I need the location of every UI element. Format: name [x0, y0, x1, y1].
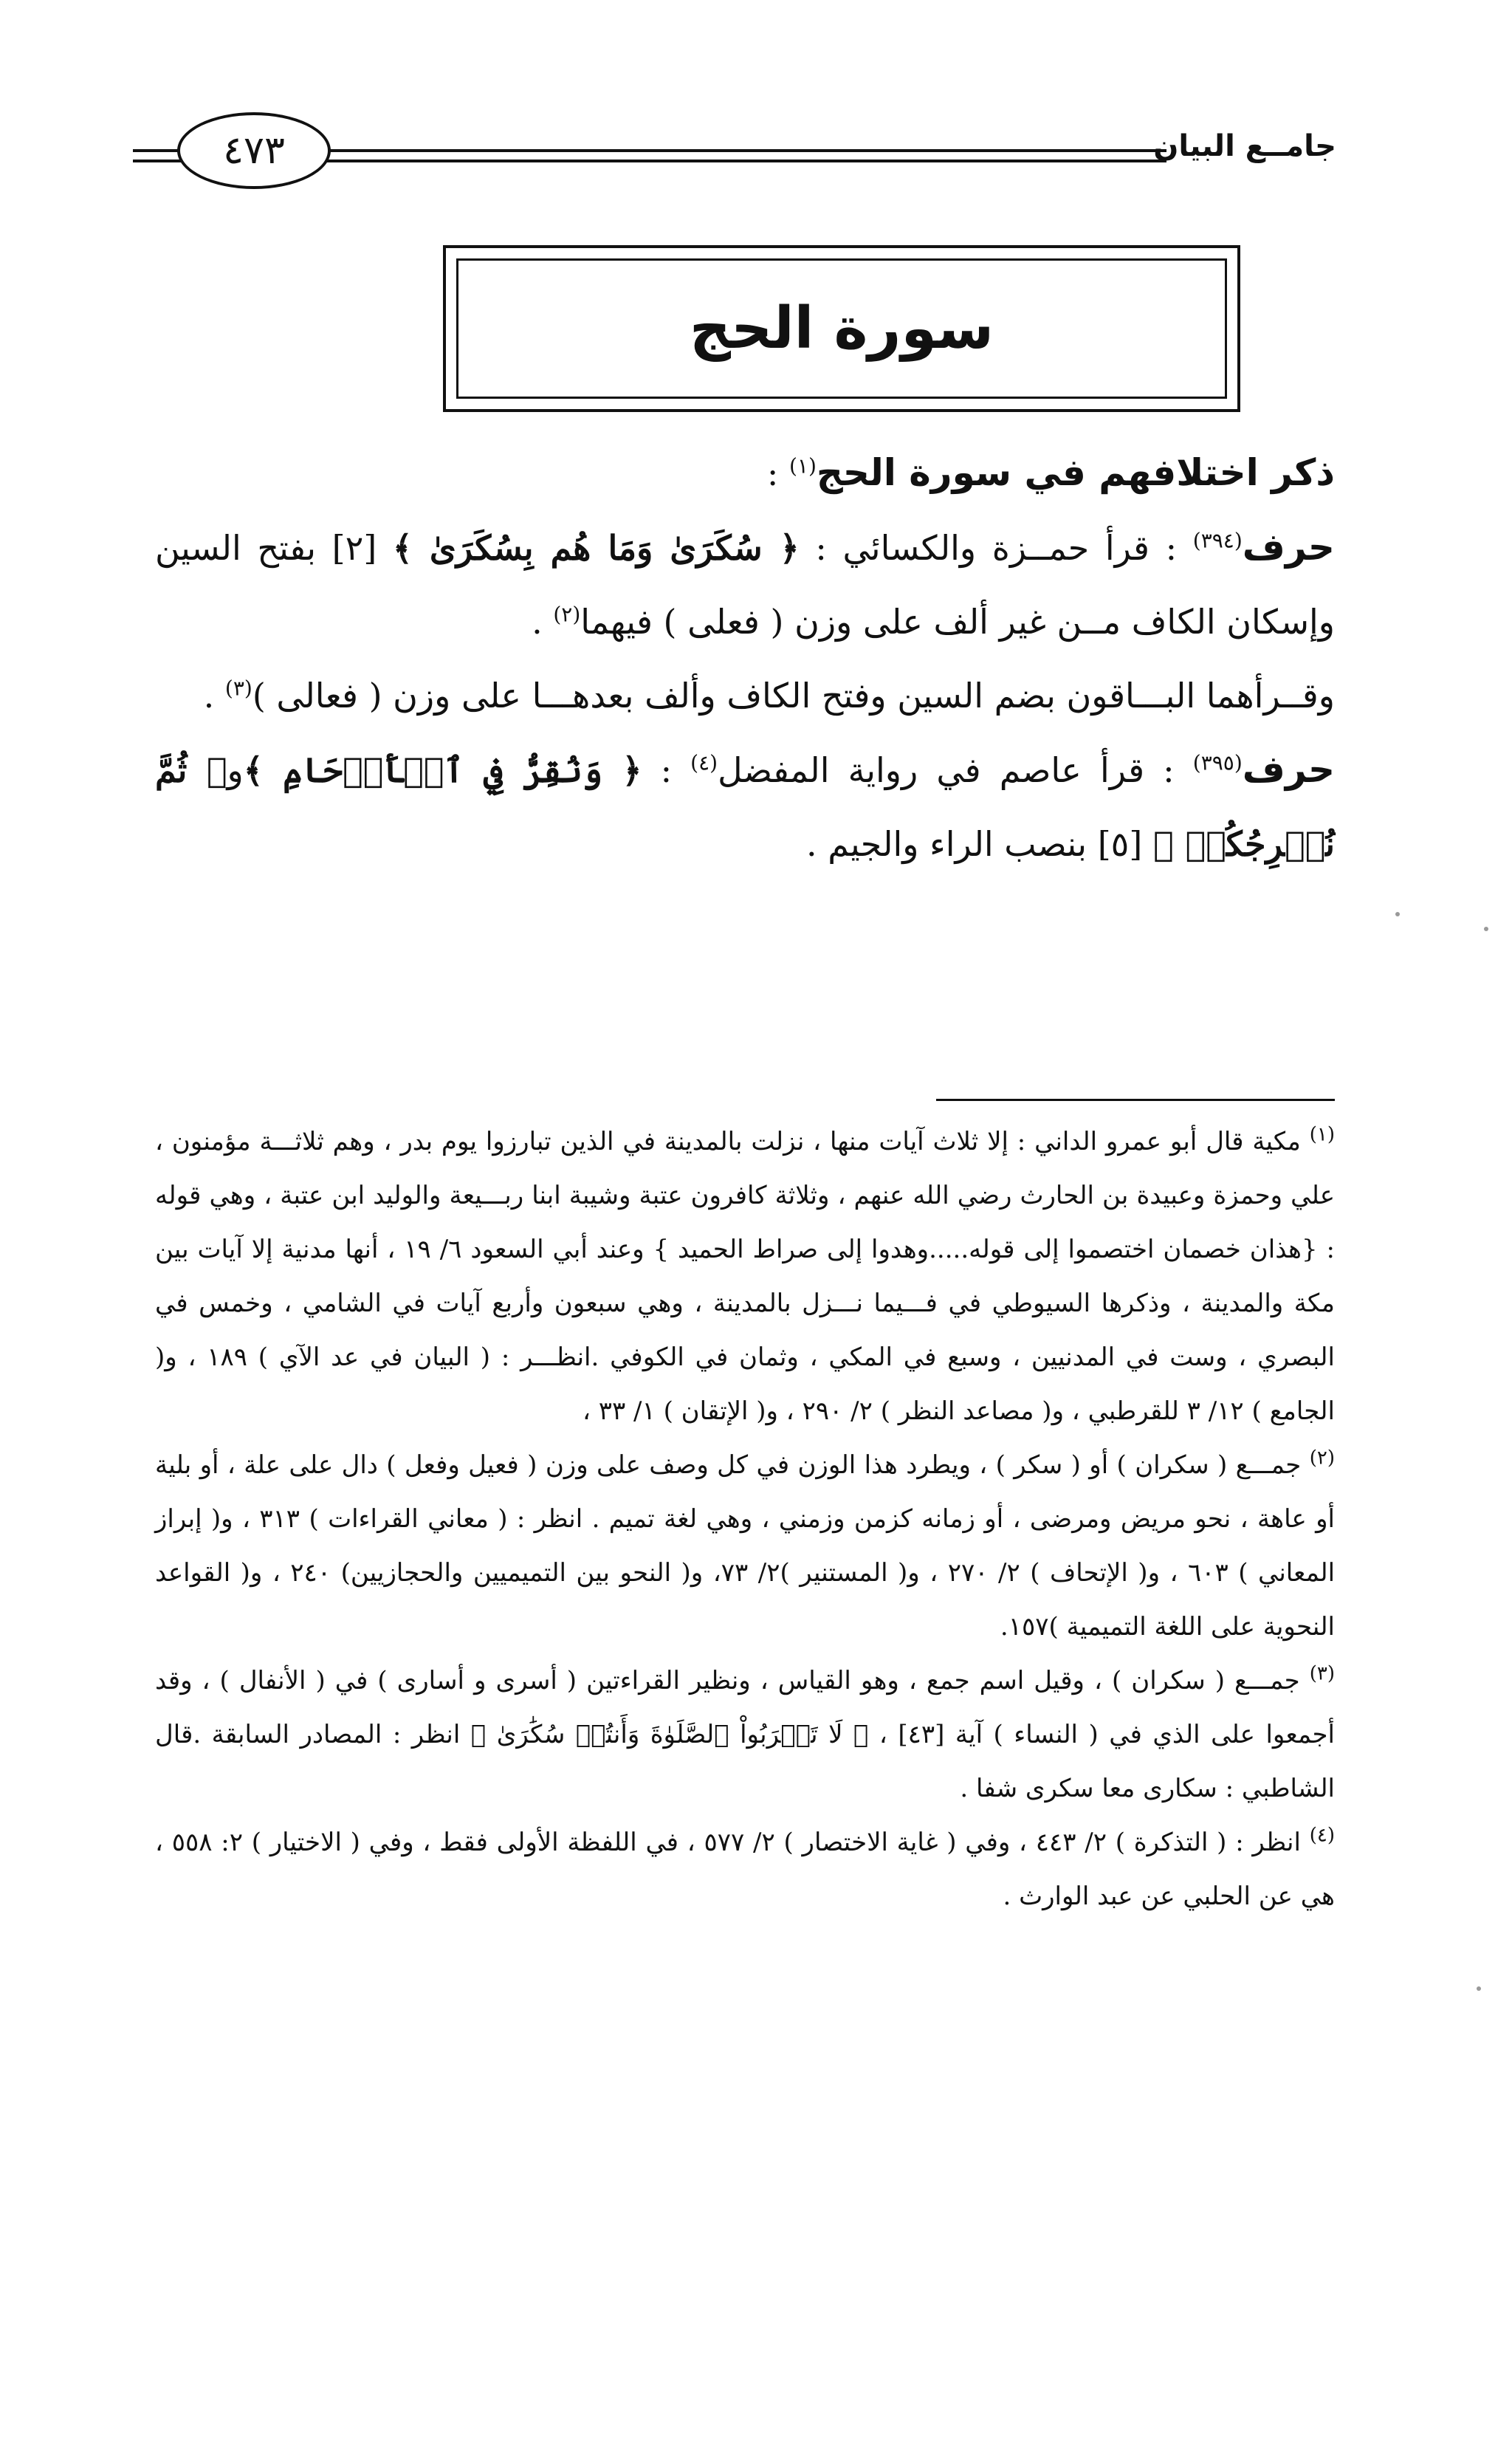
footnote-marker: (٤): [1309, 1824, 1335, 1847]
footnote-ref: (٤): [690, 750, 718, 775]
paragraph-readings: [155, 659, 1335, 733]
footnote-3: [155, 1654, 1335, 1816]
scan-speck: [1477, 1986, 1481, 1991]
paragraph-harf-394: [155, 510, 1335, 659]
footnote-marker: (٣): [1309, 1662, 1335, 1685]
footnote-text: جمـــع ( سكران ) ، وقيل اسم جمع ، وهو القياس ، ونظير القراءتين ( أسرى و أسارى ) في ( الأنفال ) ، وقد أجمعوا على الذي في ( النساء ) آية [٤٣] ، ﴿ لَا تَقۡرَبُواْ ٱلصَّلَوٰةَ وَأَنتُمۡ سُكَٰرَىٰ ﴾ انظر : المصادر السابقة .قال الشاطبي : سكارى معا سكرى شفا .: [155, 1666, 1335, 1803]
scan-speck: [1395, 912, 1400, 916]
scan-speck: [1484, 927, 1488, 931]
paragraph-text: وقــرأهما البـــاقون بضم السين وفتح الكاف وألف بعدهـــا على وزن ( فعالى ): [252, 676, 1335, 716]
quran-quote: ﴿ وَنُقِرُّ فِي ٱلۡأَرۡحَامِ ﴾: [243, 750, 642, 790]
quran-quote: ﴿ سُكَرَىٰ وَمَا هُم بِسُكَرَىٰ ﴾: [392, 528, 800, 568]
surah-title-frame: [443, 245, 1240, 412]
footnote-ref: (٣): [224, 676, 252, 701]
footnote-ref: (١): [788, 453, 817, 479]
paragraph-text: : قرأ حمــزة والكسائي :: [815, 528, 1178, 568]
footnote-ref: (٢): [553, 602, 581, 627]
verse-ref: [٥]: [1097, 824, 1143, 864]
harf-number: (٣٩٥): [1192, 750, 1243, 775]
connector: و: [227, 750, 244, 790]
quran-quote: ﴿ ثُمَّ نُخۡرِجُكُمۡ ﴾: [155, 750, 1335, 864]
footnotes: [155, 1115, 1335, 1924]
paragraph-harf-395: [155, 733, 1335, 881]
paragraph-text: بفتح السين وإسكان الكاف مــن غير ألف على وزن ( فعلى ) فيهما: [155, 528, 1335, 642]
paragraph-text: : قرأ عاصم في رواية المفضل: [718, 750, 1175, 790]
footnote-4: [155, 1816, 1335, 1924]
section-heading-line: [155, 436, 1335, 510]
footnote-text: جمـــع ( سكران ) أو ( سكر ) ، ويطرد هذا الوزن في كل وصف على وزن ( فعيل وفعل ) دال على علة ، أو بلية أو عاهة ، نحو مريض ومرضى ، أو زمانه كزمن وزمني ، وهي لغة تميم . انظر : ( معاني القراءات ) ٣١٣ ، و( إبراز المعاني ) ٦٠٣ ، و( الإتحاف ) ٢/ ٢٧٠ ، و( المستنير )٢/ ٧٣، و( النحو بين التميميين والحجازيين) ٢٤٠ ، و( القواعد النحوية على اللغة التميمية )١٥٧.: [155, 1450, 1336, 1642]
harf-label: حرف: [1242, 526, 1335, 569]
surah-title: سورة الحج: [689, 295, 994, 362]
paragraph-end: .: [532, 602, 543, 642]
paragraph-text: :: [660, 750, 673, 790]
footnote-marker: (٢): [1309, 1447, 1335, 1469]
main-text: [155, 436, 1335, 881]
footnote-text: انظر : ( التذكرة ) ٢/ ٤٤٣ ، وفي ( غاية الاختصار ) ٢/ ٥٧٧ ، في اللفظة الأولى فقط ، وفي ( الاختيار ) ٢: ٥٥٨ ، هي عن الحلبي عن عبد الوارث .: [155, 1828, 1335, 1911]
harf-label: حرف: [1242, 748, 1336, 791]
footnote-text: مكية قال أبو عمرو الداني : إلا ثلاث آيات منها ، نزلت بالمدينة في الذين تبارزوا يوم بدر ، وهم ثلاثـــة مؤمنون ، علي وحمزة وعبيدة بن الحارث رضي الله عنهم ، وثلاثة كافرون عتبة وشيبة ابنا ربـــيعة والوليد ابن عتبة ، وهي قوله : {هذان خصمان اختصموا إلى قوله.....وهدوا إلى صراط الحميد } وعند أبي السعود ٦/ ١٩ ، أنها مدنية إلا آيات بين مكة والمدينة ، وذكرها السيوطي في فـــيما نـــزل بالمدينة ، وهي سبعون وأربع آيات في الشامي ، وخمس في البصري ، وست في المدنيين ، وسبع في المكي ، وثمان في الكوفي .انظـــر : ( البيان في عد الآي ) ١٨٩ ، و( الجامع ) ١٢/ ٣ للقرطبي ، و( مصاعد النظر ) ٢/ ٢٩٠ ، و( الإتقان ) ١/ ٣٣ ،: [155, 1127, 1335, 1426]
page-header: [133, 111, 1336, 192]
footnote-1: [155, 1115, 1335, 1438]
verse-ref: [٢]: [331, 528, 377, 568]
book-title: جامــع البيان: [1153, 129, 1336, 163]
footnote-separator: [936, 1099, 1335, 1101]
header-rule: [317, 149, 1166, 162]
page-number: ٤٧٣: [177, 112, 331, 189]
harf-number: (٣٩٤): [1192, 528, 1243, 553]
footnote-2: [155, 1438, 1335, 1654]
paragraph-text: بنصب الراء والجيم .: [806, 824, 1087, 864]
paragraph-end: .: [203, 676, 215, 716]
heading-tail: :: [766, 453, 779, 493]
section-heading: ذكر اختلافهم في سورة الحج: [816, 451, 1335, 494]
footnote-marker: (١): [1309, 1123, 1336, 1146]
